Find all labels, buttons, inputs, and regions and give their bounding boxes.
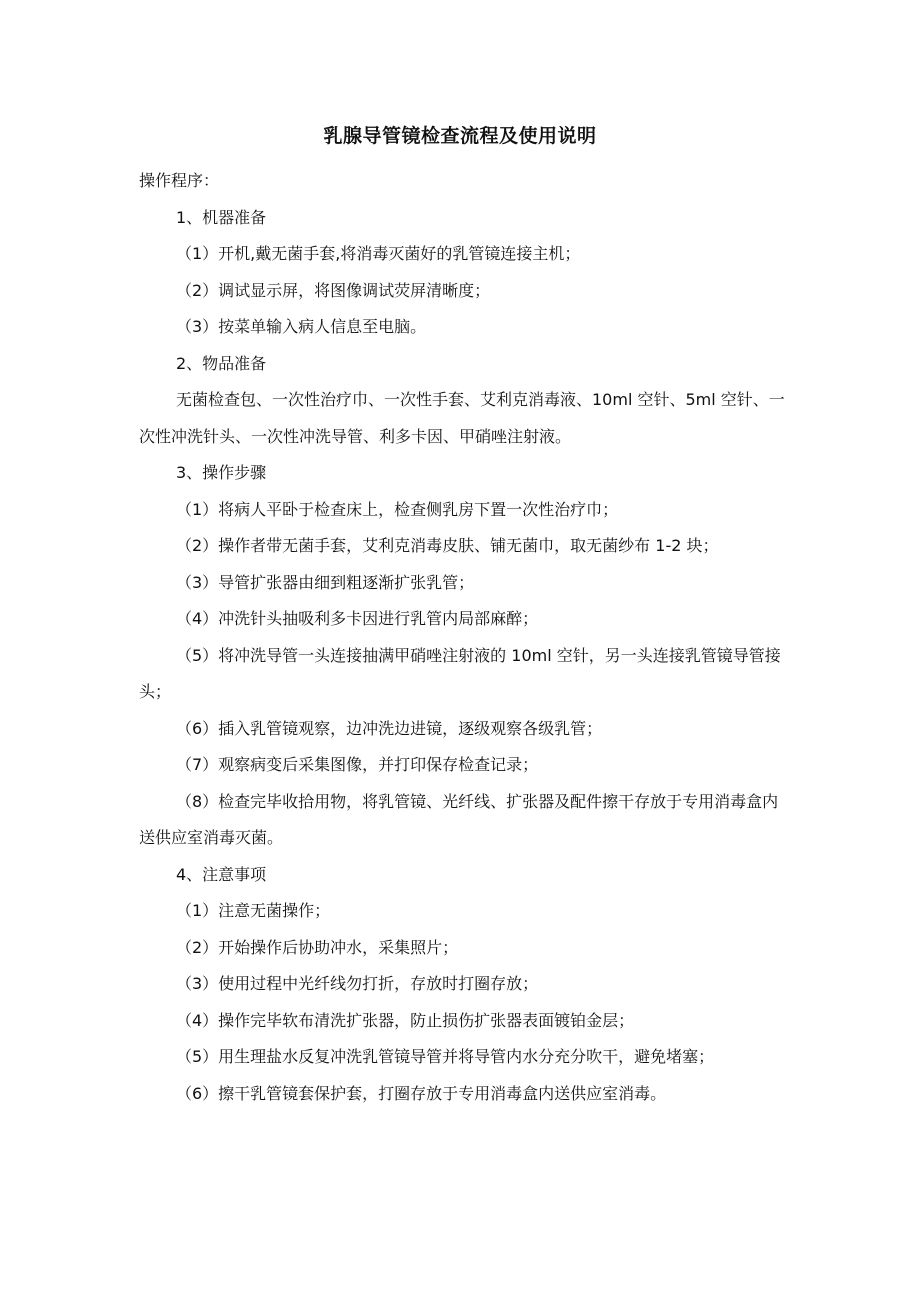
precaution-5: （5）用生理盐水反复冲洗乳管镜导管并将导管内水分充分吹干，避免堵塞； <box>176 1047 715 1066</box>
document-body <box>139 163 789 1112</box>
machine-prep-step-1: （1）开机,戴无菌手套,将消毒灭菌好的乳管镜连接主机； <box>176 244 581 263</box>
procedure-step-1: （1）将病人平卧于检查床上，检查侧乳房下置一次性治疗巾； <box>176 499 619 519</box>
procedure-step-6: （6）插入乳管镜观察，边冲洗边进镜，逐级观察各级乳管； <box>176 718 603 738</box>
section-heading-machine-prep: 1、机器准备 <box>176 207 267 227</box>
procedure-step-3: （3）导管扩张器由细到粗逐渐扩张乳管； <box>176 572 475 592</box>
precaution-2: （2）开始操作后协助冲水，采集照片； <box>176 937 459 957</box>
section-heading-supplies-prep: 2、物品准备 <box>176 353 267 373</box>
procedure-step-8: （8）检查完毕收拾用物，将乳管镜、光纤线、扩张器及配件擦干存放于专用消毒盒内送供应室消毒灭菌。 <box>139 791 779 847</box>
intro-text: 操作程序： <box>139 171 220 190</box>
supplies-list: 无菌检查包、一次性治疗巾、一次性手套、艾利克消毒液、10ml 空针、5ml 空针、一次性冲洗针头、一次性冲洗导管、利多卡因、甲硝唑注射液。 <box>139 390 785 446</box>
document-title: 乳腺导管镜检查流程及使用说明 <box>323 125 597 147</box>
precaution-1: （1）注意无菌操作； <box>176 901 331 920</box>
machine-prep-step-3: （3）按菜单输入病人信息至电脑。 <box>176 317 427 336</box>
procedure-step-5: （5）将冲洗导管一头连接抽满甲硝唑注射液的 10ml 空针，另一头连接乳管镜导管接头； <box>139 645 781 701</box>
precaution-3: （3）使用过程中光纤线勿打折，存放时打圈存放； <box>176 974 539 993</box>
procedure-step-4: （4）冲洗针头抽吸利多卡因进行乳管内局部麻醉； <box>176 609 539 628</box>
precaution-4: （4）操作完毕软布清洗扩张器，防止损伤扩张器表面镀铂金层； <box>176 1010 635 1030</box>
section-heading-precautions: 4、注意事项 <box>176 864 267 884</box>
section-heading-procedure: 3、操作步骤 <box>176 463 267 482</box>
procedure-step-2: （2）操作者带无菌手套，艾利克消毒皮肤、铺无菌巾，取无菌纱布 1-2 块； <box>176 536 719 555</box>
precaution-6: （6）擦干乳管镜套保护套，打圈存放于专用消毒盒内送供应室消毒。 <box>176 1083 667 1103</box>
procedure-step-7: （7）观察病变后采集图像，并打印保存检查记录； <box>176 755 539 774</box>
machine-prep-step-2: （2）调试显示屏，将图像调试荧屏清晰度； <box>176 280 491 300</box>
